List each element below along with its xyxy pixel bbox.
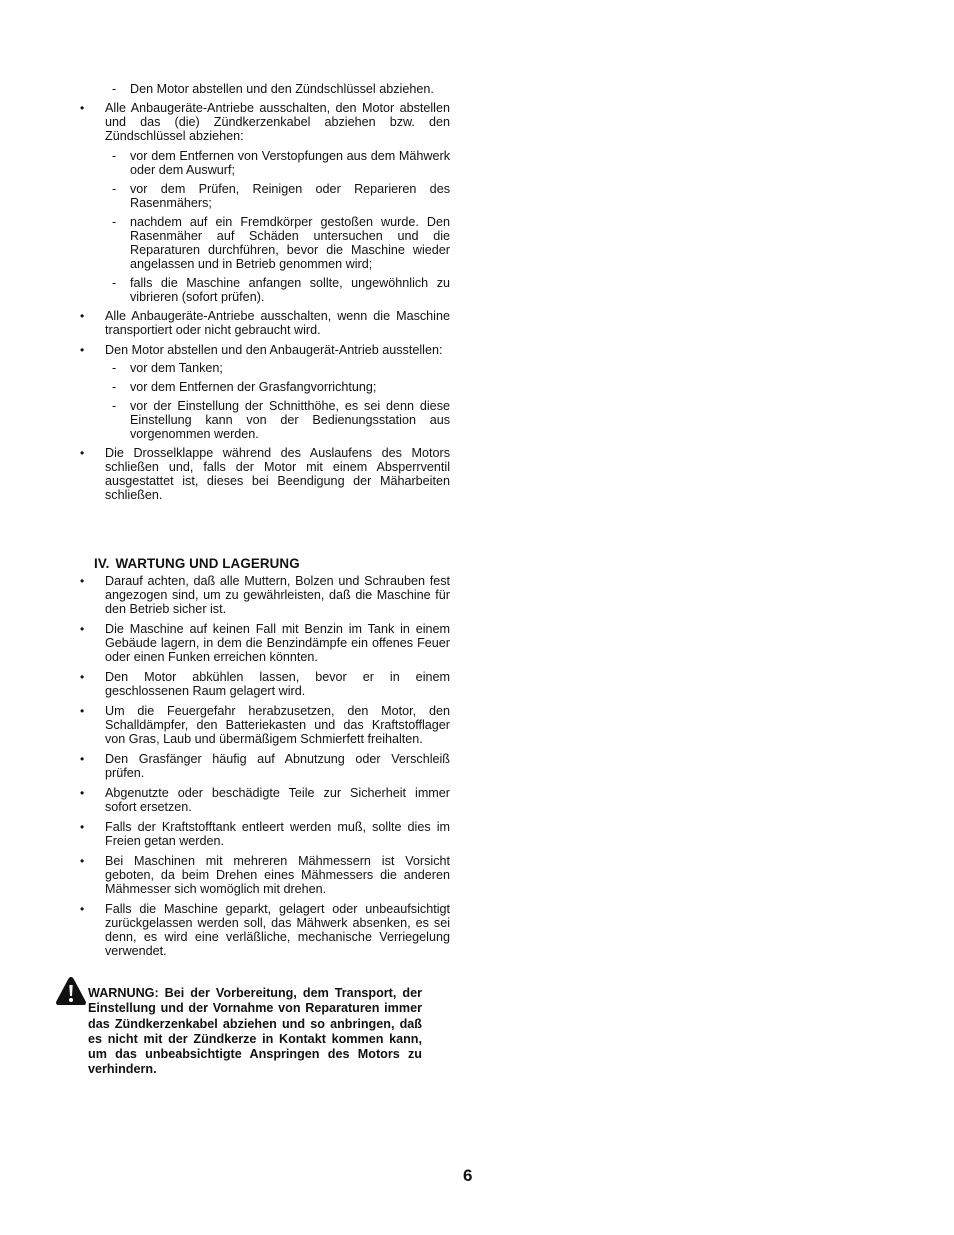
list-item: • Die Maschine auf keinen Fall mit Benzin im Tank in einem Gebäude lagern, in dem die Benzindämpfe ein offenes Feuer oder einen Funken erreichen könnten. <box>80 622 450 664</box>
dash-marker: - <box>112 361 117 375</box>
bullet-marker: • <box>80 786 85 800</box>
list-item: • Bei Maschinen mit mehreren Mähmessern ist Vorsicht geboten, da beim Drehen eines Mähmessers die anderen Mähmesser sich womöglich mit drehen. <box>80 854 450 896</box>
list-item: • Darauf achten, daß alle Muttern, Bolzen und Schrauben fest angezogen sind, um zu gewährleisten, daß die Maschine für den Betrieb sicher ist. <box>80 574 450 616</box>
list-item: - falls die Maschine anfangen sollte, ungewöhnlich zu vibrieren (sofort prüfen). <box>112 276 450 304</box>
bullet-marker: • <box>80 902 85 916</box>
list-item: • Alle Anbaugeräte-Antriebe ausschalten, wenn die Maschine transportiert oder nicht gebraucht wird. <box>80 309 450 337</box>
bullet-marker: • <box>80 670 85 684</box>
warning-text: WARNUNG: Bei der Vorbereitung, dem Transport, der Einstellung und der Vornahme von Reparaturen immer das Zündkerzenkabel abziehen und so anbringen, daß es nicht mit der Zündkerze in Kontakt kommen kann, um das unbeabsichtigte Anspringen des Motors zu verhindern. <box>88 986 422 1077</box>
list-item: • Den Motor abkühlen lassen, bevor er in einem geschlossenen Raum gelagert wird. <box>80 670 450 698</box>
dash-marker: - <box>112 215 117 229</box>
warning-triangle-icon <box>55 975 87 1007</box>
dash-marker: - <box>112 149 117 163</box>
section-title: WARTUNG UND LAGERUNG <box>115 556 300 571</box>
list-item: • Alle Anbaugeräte-Antriebe ausschalten, den Motor abstellen und das (die) Zündkerzenkabel abziehen bzw. den Zündschlüssel abziehen: <box>80 101 450 143</box>
bullet-marker: • <box>80 820 85 834</box>
list-item: - nachdem auf ein Fremdkörper gestoßen wurde. Den Rasenmäher auf Schäden untersuchen und die Reparaturen durchführen, bevor die Maschine wieder angelassen und in Betrieb genommen wird; <box>112 215 450 271</box>
dash-marker: - <box>112 182 117 196</box>
list-item: • Die Drosselklappe während des Auslaufens des Motors schließen und, falls der Motor mit einem Absperrventil ausgestattet ist, dieses bei Beendigung der Mäharbeiten schließen. <box>80 446 450 502</box>
bullet-marker: • <box>80 574 85 588</box>
bullet-marker: • <box>80 622 85 636</box>
list-item: • Um die Feuergefahr herabzusetzen, den Motor, den Schalldämpfer, den Batteriekasten und das Kraftstofflager von Gras, Laub und übermäßigem Schmierfett freihalten. <box>80 704 450 746</box>
section4-list <box>80 574 450 964</box>
list-item: • Falls die Maschine geparkt, gelagert oder unbeaufsichtigt zurückgelassen werden soll, das Mähwerk absenken, es sei denn, es wird eine verläßliche, mechanische Verriegelung verwendet. <box>80 902 450 958</box>
dash-marker: - <box>112 380 117 394</box>
list-item: - Den Motor abstellen und den Zündschlüssel abziehen. <box>112 82 434 96</box>
section-number: IV. <box>94 556 110 571</box>
bullet-marker: • <box>80 446 85 460</box>
list-item: - vor dem Entfernen von Verstopfungen aus dem Mähwerk oder dem Auswurf; <box>112 149 450 177</box>
page-number: 6 <box>463 1166 473 1185</box>
section-heading <box>94 556 300 571</box>
list-item: - vor dem Tanken; <box>112 361 223 375</box>
dash-marker: - <box>112 276 117 290</box>
list-item: • Den Grasfänger häufig auf Abnutzung oder Verschleiß prüfen. <box>80 752 450 780</box>
list-item: - vor dem Prüfen, Reinigen oder Reparieren des Rasenmähers; <box>112 182 450 210</box>
list-item: • Falls der Kraftstofftank entleert werden muß, sollte dies im Freien getan werden. <box>80 820 450 848</box>
list-item: - vor der Einstellung der Schnitthöhe, es sei denn diese Einstellung kann von der Bedienungsstation aus vorgenommen werden. <box>112 399 450 441</box>
dash-marker: - <box>112 399 117 413</box>
list-item: • Den Motor abstellen und den Anbaugerät-Antrieb ausstellen: <box>80 343 443 357</box>
list-item: • Abgenutzte oder beschädigte Teile zur Sicherheit immer sofort ersetzen. <box>80 786 450 814</box>
dash-marker: - <box>112 82 117 96</box>
bullet-marker: • <box>80 752 85 766</box>
bullet-marker: • <box>80 343 85 357</box>
bullet-marker: • <box>80 704 85 718</box>
list-item: - vor dem Entfernen der Grasfangvorrichtung; <box>112 380 377 394</box>
section3-continued <box>80 82 450 508</box>
bullet-marker: • <box>80 101 85 115</box>
bullet-marker: • <box>80 309 85 323</box>
bullet-marker: • <box>80 854 85 868</box>
